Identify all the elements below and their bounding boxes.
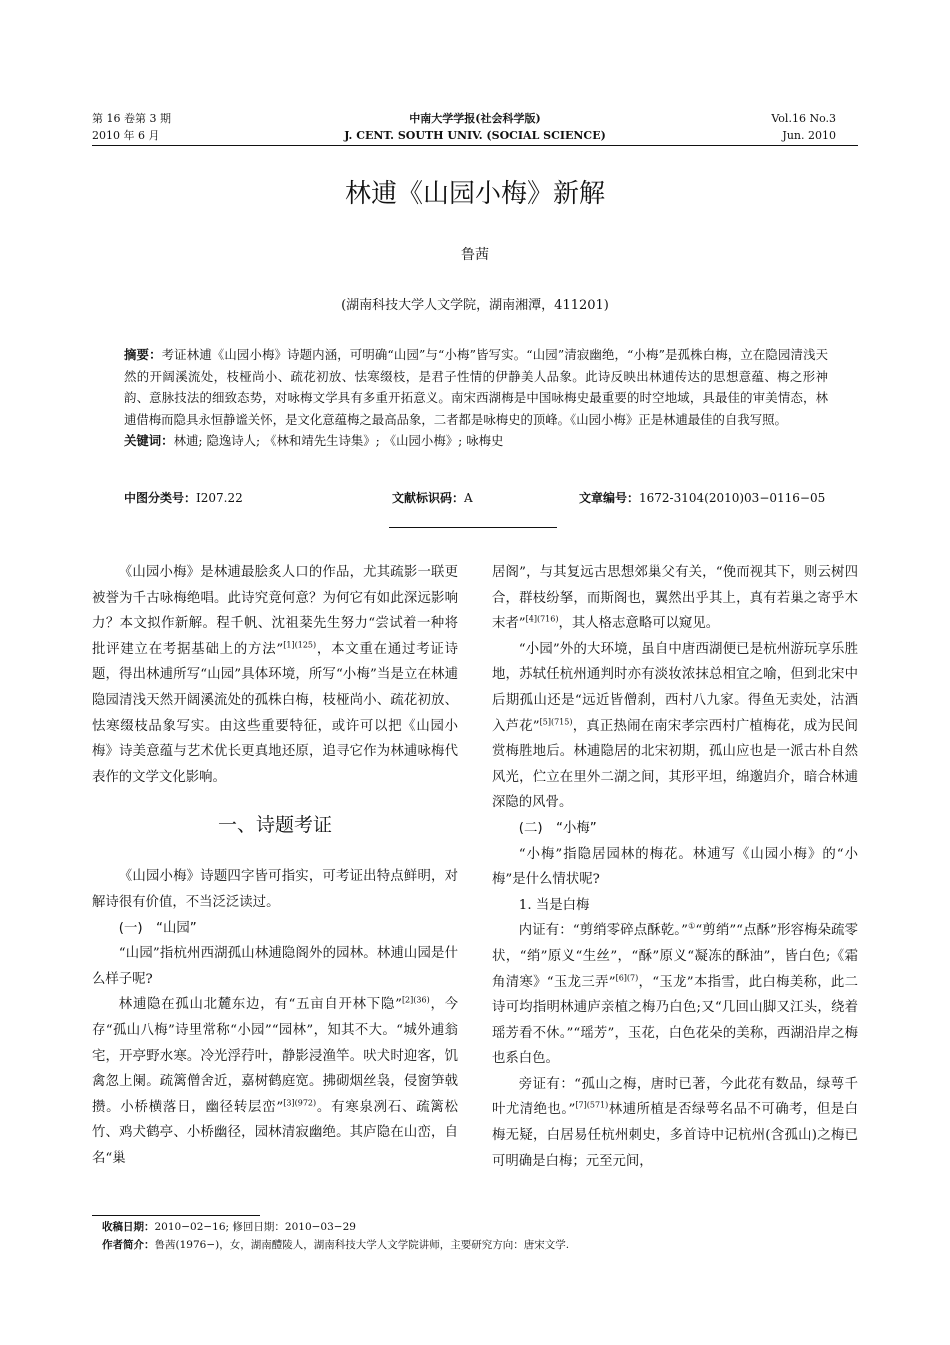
article-number-field <box>579 488 825 508</box>
footnotes <box>102 1218 862 1254</box>
author-name: 鲁茜 <box>461 247 489 263</box>
subsection-heading: (一) “山园” <box>118 920 197 936</box>
author-bio-line <box>102 1236 862 1254</box>
left-column <box>92 560 458 1171</box>
date-en: Jun. 2010 <box>782 129 836 142</box>
footnote-rule <box>92 1215 260 1216</box>
page-title: 林逋《山园小梅》新解 <box>344 179 605 209</box>
received-value: 2010−02−16; 修回日期：2010−03−29 <box>154 1221 356 1233</box>
footnote-ref: ① <box>687 921 696 931</box>
volume-issue-en: Vol.16 No.3 <box>771 112 836 125</box>
right-column <box>492 560 858 1174</box>
keywords-label: 关键词： <box>124 433 174 448</box>
body-paragraph <box>492 637 858 816</box>
text-run: ，其人格志意略可以窥见。 <box>558 616 720 632</box>
citation-ref: [5](715) <box>539 717 573 727</box>
citation-ref: [1](125) <box>283 640 317 650</box>
doc-code-field <box>392 488 473 508</box>
bio-label: 作者简介： <box>102 1239 155 1251</box>
keywords-line <box>124 430 828 452</box>
text-run: 内证有：“剪绡零碎点酥乾。” <box>518 923 688 939</box>
text-run: “小园”外的大环境，虽自中唐西湖便已是杭州游玩享乐胜地，苏轼任杭州通判时亦有淡妆浓抹总相宜之喻，但到北宋中后期孤山还是“远近皆僧刹，西村八九家。得鱼无卖处，沽酒入芦花” <box>492 641 858 734</box>
clc-field <box>124 488 243 508</box>
clc-label: 中图分类号： <box>124 491 197 505</box>
citation-ref: [2](36) <box>401 995 430 1005</box>
abstract-label: 摘要： <box>124 347 162 362</box>
subsection-heading: 1. 当是白梅 <box>518 897 590 913</box>
text-run: ，本文重在通过考证诗题，得出林逋所写“山园”具体环境，所写“小梅”当是立在林逋隐园清浅天然开阔溪流处的孤株白梅，枝桠尚小、疏花初放、怯寒缀枝品象写实。由这些重要特征，或许可以把《山园小梅》诗美意蕴与艺术优长更真地还原，追寻它作为林逋咏梅代表作的文学文化影响。 <box>92 641 458 785</box>
text-run: ，今存“孤山八梅”诗里常称“小园”“园林”，知其不大。“城外逋翁宅，开亭野水寒。冷光浮荇叶，静影浸渔竿。吠犬时迎客，饥禽忽上阑。疏篱僧舍近，嘉树鹤庭宽。拂砌烟丝袅，侵窗笋戟攒。小桥横落日，幽径转层峦” <box>92 997 458 1115</box>
text-run: ，“玉龙”本指雪，此白梅美称，此二诗可均指明林逋庐亲植之梅乃白色;又“几回山脚又江头，绕着瑶芳看不休。”“瑶芳”，玉花，白色花朵的美称，西湖沿岸之梅也系白色。 <box>492 974 858 1067</box>
section-heading: 一、诗题考证 <box>217 814 332 837</box>
body-paragraph: “小梅”指隐居园林的梅花。林逋写《山园小梅》的“小梅”是什么情状呢? <box>492 846 858 888</box>
body-paragraph <box>92 560 458 790</box>
keywords-text: 林逋; 隐逸诗人; 《林和靖先生诗集》; 《山园小梅》; 咏梅史 <box>173 433 504 448</box>
text-run: 居阁”，与其复远古思想郊巢父有关，“俛而视其下，则云树四合，群枝纷拏，而斯阁也，翼然出乎其上，真有若巢之寄乎木末者” <box>492 565 858 632</box>
citation-ref: [4](716) <box>525 614 559 624</box>
body-paragraph: 《山园小梅》诗题四字皆可指实，可考证出特点鲜明，对解诗很有价值，不当泛泛读过。 <box>92 869 458 910</box>
body-paragraph <box>492 1072 858 1174</box>
received-date-line <box>102 1218 862 1236</box>
abstract <box>124 344 828 452</box>
abstract-text: 考证林逋《山园小梅》诗题内涵，可明确“山园”与“小梅”皆写实。“山园”清寂幽绝，“小梅”是孤株白梅，立在隐园清浅天然的开阔溪流处，枝桠尚小、疏花初放、怯寒缀枝，是君子性情的伊静美人品象。此诗反映出林逋传达的思想意蕴、梅之形神韵、意脉技法的细致态势，对咏梅文学具有多重开拓意义。南宋西湖梅是中国咏梅史最重要的时空地域，具最佳的审美情态，林逋借梅而隐具永恒静谧关怀，是文化意蕴梅之最高品象，二者都是咏梅史的顶峰。《山园小梅》正是林逋最佳的自我写照。 <box>124 347 828 427</box>
clc-value: I207.22 <box>196 491 243 505</box>
subsection-heading: (二) “小梅” <box>518 820 597 836</box>
text-run: 林逋所植是否绿萼名品不可确考，但是白梅无疑，白居易任杭州刺史，多首诗中记杭州(含孤山)之梅已可明确是白梅；元至元间， <box>492 1102 858 1169</box>
citation-ref: [7](571) <box>575 1101 609 1110</box>
text-run: 林逋隐在孤山北麓东边，有“五亩自开林下隐” <box>118 997 402 1013</box>
text-run: 。有寒泉冽石、疏篱松竹、鸡犬鹤亭、小桥幽径，园林清寂幽绝。其庐隐在山峦，自名“巢 <box>92 1099 458 1166</box>
volume-issue-cn: 第 16 卷第 3 期 <box>92 112 171 125</box>
body-paragraph <box>492 560 858 637</box>
text-run: “剪绡”“点酥”形容梅朵疏零状，“绡”原义“生丝”，“酥”原义“凝冻的酥油”，皆白色;《霜角清寒》“玉龙三弄” <box>492 923 859 990</box>
text-run: ，真正热闹在南宋孝宗西村广植梅花，成为民间赏梅胜地后。林逋隐居的北宋初期，孤山应也是一派古朴自然风光，伫立在里外二湖之间，其形平坦，绵邈岿介，暗合林逋深隐的风骨。 <box>492 718 858 811</box>
date-cn: 2010 年 6 月 <box>92 129 160 142</box>
text-run: 旁证有：“孤山之梅，唐时已著，今此花有数品，绿萼千叶尤清绝也。” <box>492 1076 858 1118</box>
doc-code-value: A <box>464 491 473 505</box>
body-paragraph <box>492 918 858 1072</box>
citation-ref: [3](972) <box>283 1098 317 1108</box>
article-number-value: 1672-3104(2010)03−0116−05 <box>639 491 826 505</box>
bio-value: 鲁茜(1976−)，女，湖南醴陵人，湖南科技大学人文学院讲师，主要研究方向：唐宋文学. <box>154 1239 570 1251</box>
article-number-label: 文章编号： <box>579 491 640 505</box>
received-label: 收稿日期： <box>102 1221 155 1233</box>
abstract-divider <box>389 527 557 528</box>
header-rule <box>92 145 858 146</box>
author-affiliation: (湖南科技大学人文学院，湖南湘潭，411201) <box>341 298 609 313</box>
doc-code-label: 文献标识码： <box>392 491 465 505</box>
abstract-paragraph <box>124 344 828 430</box>
text-run: 《山园小梅》是林逋最脍炙人口的作品，尤其疏影一联更被誉为千古咏梅绝唱。此诗究竟何意？为何它有如此深远影响力？本文拟作新解。程千帆、沈祖棻先生努力“尝试着一种将批评建立在考据基础上的方法” <box>92 565 458 657</box>
journal-title-cn: 中南大学学报(社会科学版) <box>409 112 541 125</box>
body-paragraph: “山园”指杭州西湖孤山林逋隐阁外的园林。林逋山园是什么样子呢? <box>92 946 458 987</box>
citation-ref: [6](7) <box>615 973 639 983</box>
body-paragraph <box>92 992 458 1171</box>
journal-title-en: J. CENT. SOUTH UNIV. (SOCIAL SCIENCE) <box>344 129 606 142</box>
